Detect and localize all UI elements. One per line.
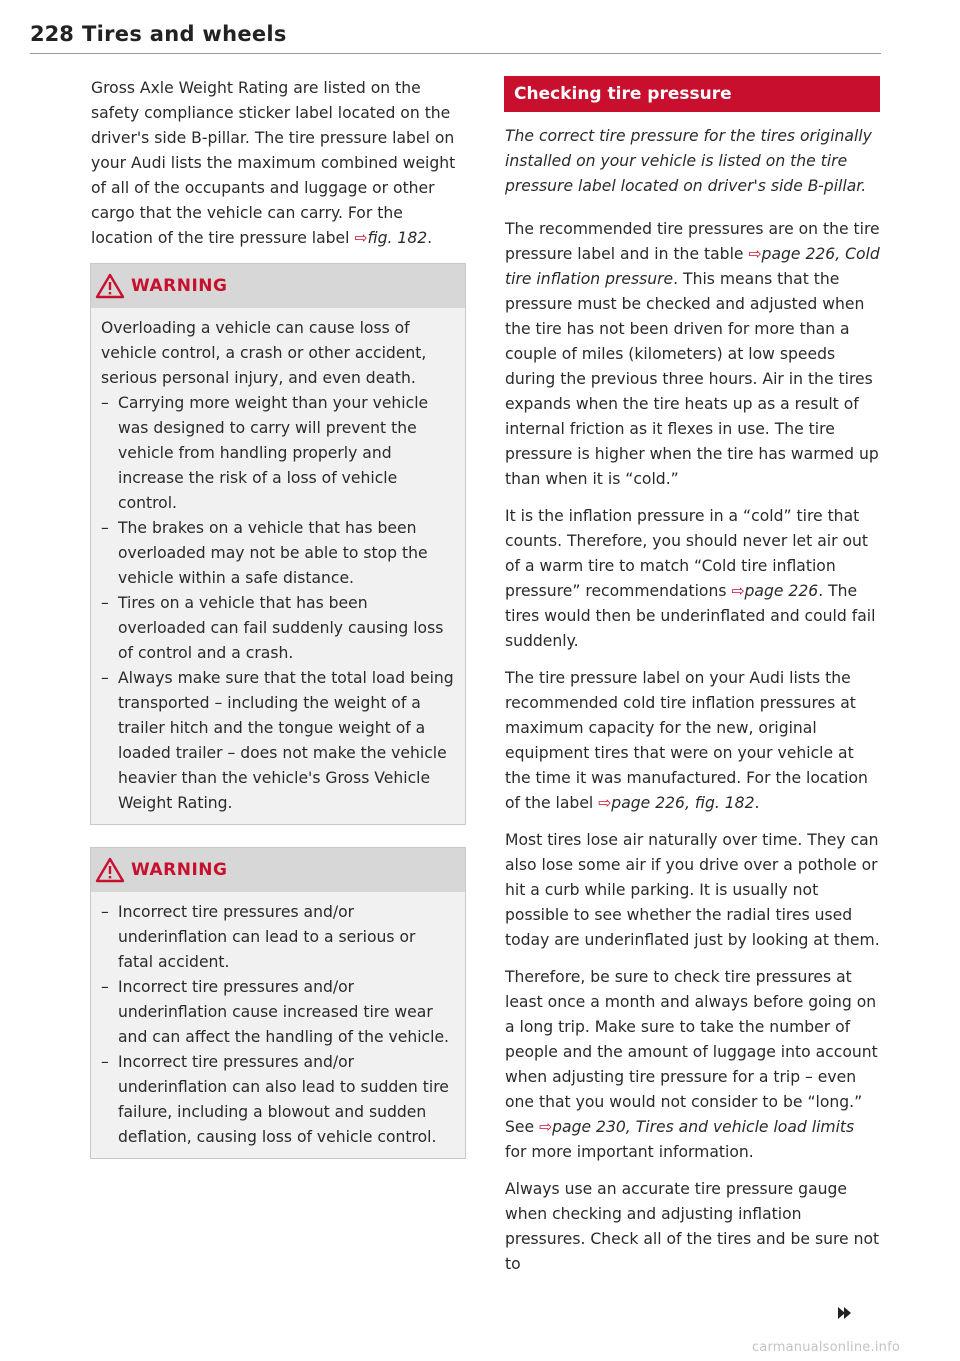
page-reference[interactable]: page 226, Cold tire inflation pressure (505, 245, 880, 288)
warning-header (91, 264, 465, 308)
page-reference[interactable]: page 230, Tires and vehicle load limits (552, 1118, 855, 1136)
warning-title: WARNING (131, 275, 228, 296)
warning-item: – Incorrect tire pressures and/or underinflation can also lead to sudden tire failure, including a blowout and sudden deflation, causing loss of vehicle control. (101, 1050, 455, 1150)
section-title: Tires and wheels (82, 22, 287, 46)
intro-paragraph: Gross Axle Weight Rating are listed on the safety compliance sticker label located on the driver's side B-pillar. The tire pressure label on your Audi lists the maximum combined weight of all of the occupants and luggage or other cargo that the vehicle can carry. For the location of the tire pressure label ⇨fig. 182. (91, 79, 456, 247)
paragraph: The recommended tire pressures are on the tire pressure label and in the table ⇨page 226, Cold tire inflation pressure. This means that the pressure must be checked and adjusted when the tire has not been driven for more than a couple of miles (kilometers) at low speeds during the previous three hours. Air in the tires expands when the tire heats up as a result of internal friction as it flexes in use. The tire pressure is higher when the tire has warmed up than when it is “cold.” (505, 220, 880, 488)
paragraph: Always use an accurate tire pressure gauge when checking and adjusting inflation pressures. Check all of the tires and be sure not to (505, 1180, 880, 1273)
warning-triangle-icon (95, 273, 125, 299)
paragraph: Therefore, be sure to check tire pressures at least once a month and always before going on a long trip. Make sure to take the number of people and the amount of luggage into account when adjusting tire pressure for a trip – even one that you would not consider to be “long.” See ⇨page 230, Tires and vehicle load limits for more important information. (505, 968, 878, 1161)
warning-item: – Carrying more weight than your vehicle was designed to carry will prevent the vehicle from handling properly and increase the risk of a loss of vehicle control. (101, 391, 455, 516)
section-heading-checking-tire-pressure: Checking tire pressure (504, 76, 880, 112)
page-number: 228 (30, 22, 74, 46)
reference-arrow-icon: ⇨ (354, 229, 368, 247)
page-header (30, 22, 881, 52)
warning-list (101, 900, 455, 1150)
header-rule (30, 53, 881, 54)
left-column (91, 76, 466, 1181)
warning-item: – Tires on a vehicle that has been overloaded can fail suddenly causing loss of control and a crash. (101, 591, 455, 666)
warning-item: – Incorrect tire pressures and/or underinflation can lead to a serious or fatal accident. (101, 900, 455, 975)
paragraph: Most tires lose air naturally over time. They can also lose some air if you drive over a pothole or hit a curb while parking. It is usually not possible to see whether the radial tires used today are underinflated just by looking at them. (505, 831, 880, 949)
page-reference[interactable]: page 226, fig. 182 (611, 794, 755, 812)
paragraph: It is the inflation pressure in a “cold” tire that counts. Therefore, you should never let air out of a warm tire to match “Cold tire inflation pressure” recommendations ⇨page 226. The tires would then be underinflated and could fail suddenly. (505, 507, 876, 650)
reference-arrow-icon: ⇨ (598, 794, 612, 812)
paragraph: The tire pressure label on your Audi lists the recommended cold tire inflation pressures at maximum capacity for the new, original equipment tires that were on your vehicle at the time it was manufactured. For the location of the label ⇨page 226, fig. 182. (505, 669, 868, 812)
reference-arrow-icon: ⇨ (748, 245, 762, 263)
warning-header (91, 848, 465, 892)
warning-box-pressure (90, 847, 466, 1159)
page-reference[interactable]: page 226 (744, 582, 819, 600)
warning-triangle-icon (95, 857, 125, 883)
lead-paragraph: The correct tire pressure for the tires originally installed on your vehicle is listed on the tire pressure label located on driver's side B-pillar. (505, 127, 872, 195)
continue-arrow-icon (838, 1307, 852, 1319)
warning-item: – Incorrect tire pressures and/or underinflation cause increased tire wear and can affect the handling of the vehicle. (101, 975, 455, 1050)
warning-list (101, 391, 455, 816)
warning-item: – The brakes on a vehicle that has been overloaded may not be able to stop the vehicle within a safe distance. (101, 516, 455, 591)
warning-body (91, 892, 465, 1158)
warning-body (91, 308, 465, 824)
reference-arrow-icon: ⇨ (539, 1118, 553, 1136)
warning-text: Overloading a vehicle can cause loss of vehicle control, a crash or other accident, serious personal injury, and even death. (101, 319, 427, 387)
watermark: carmanualsonline.info (751, 1340, 900, 1355)
warning-box-overloading (90, 263, 466, 825)
reference-arrow-icon: ⇨ (731, 582, 745, 600)
warning-item: – Always make sure that the total load being transported – including the weight of a trailer hitch and the tongue weight of a loaded trailer – does not make the vehicle heavier than the vehicle's Gross Vehicle Weight Rating. (101, 666, 455, 816)
fig-reference[interactable]: fig. 182 (367, 229, 428, 247)
right-column (505, 76, 880, 1289)
warning-title: WARNING (131, 859, 228, 880)
